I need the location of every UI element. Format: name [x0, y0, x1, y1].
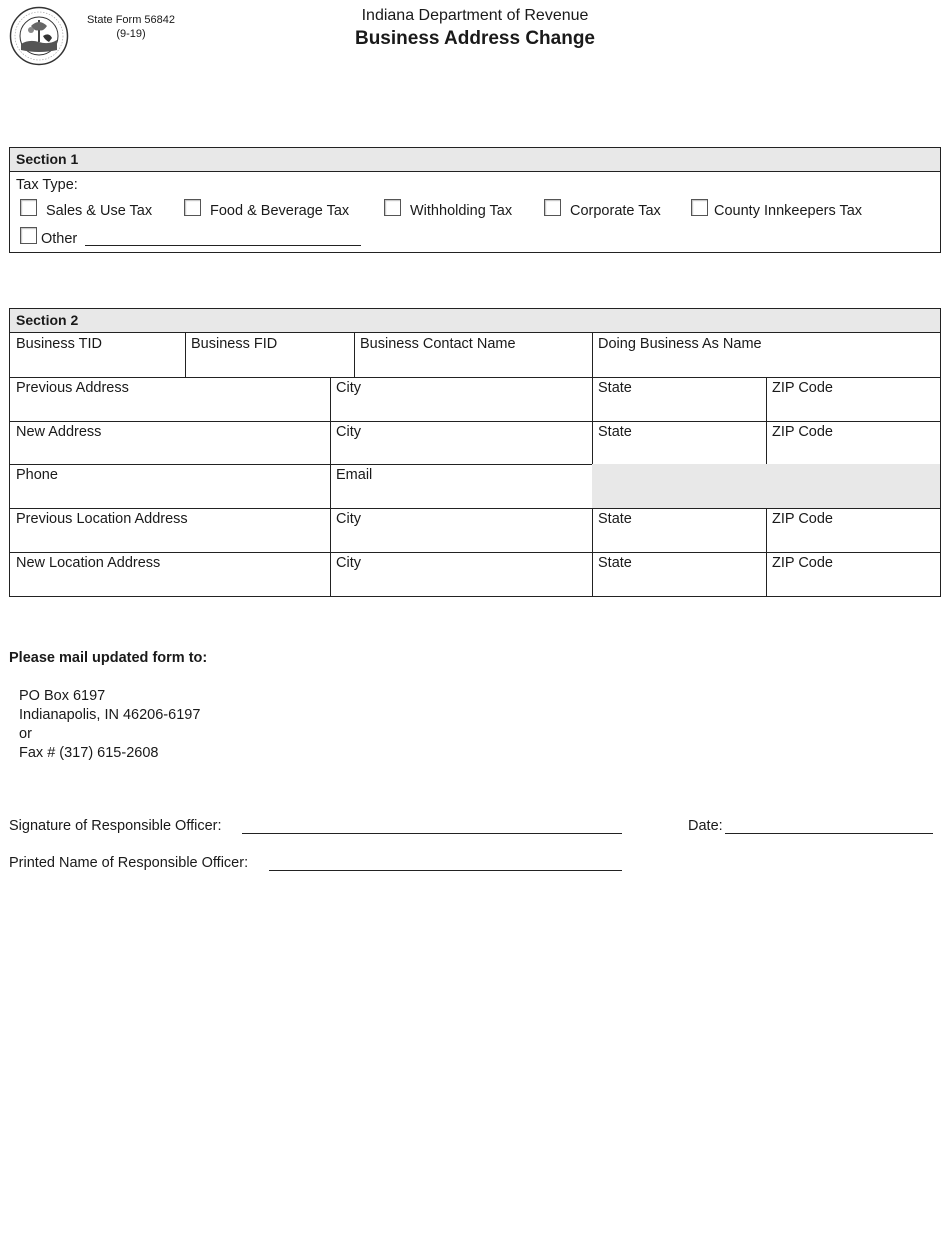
new-location-zip-label: ZIP Code — [772, 555, 833, 571]
email-field[interactable] — [330, 464, 593, 509]
previous-location-address-field[interactable] — [10, 508, 331, 553]
new-location-city-field[interactable] — [330, 552, 593, 596]
previous-city-field[interactable] — [330, 377, 593, 422]
new-location-state-field[interactable] — [592, 552, 767, 596]
new-location-address-label: New Location Address — [16, 555, 161, 571]
section-2-heading: Section 2 — [10, 309, 940, 333]
previous-location-zip-label: ZIP Code — [772, 511, 833, 527]
new-zip-label: ZIP Code — [772, 424, 833, 440]
previous-state-label: State — [598, 380, 632, 396]
phone-label: Phone — [16, 467, 58, 483]
county-innkeepers-tax-label: County Innkeepers Tax — [714, 203, 863, 219]
new-location-zip-field[interactable] — [766, 552, 940, 596]
tax-type-label: Tax Type: — [16, 177, 78, 193]
printed-name-label: Printed Name of Responsible Officer: — [9, 855, 249, 871]
new-location-address-field[interactable] — [10, 552, 331, 596]
new-location-state-label: State — [598, 555, 632, 571]
business-fid-field[interactable] — [185, 333, 355, 378]
form-number-text: State Form 56842 — [86, 14, 176, 26]
business-contact-name-field[interactable] — [354, 333, 593, 378]
mail-heading: Please mail updated form to: — [9, 650, 208, 666]
email-label: Email — [336, 467, 373, 483]
sales-use-tax-label: Sales & Use Tax — [46, 203, 153, 219]
form-title: Business Address Change — [354, 28, 596, 49]
signature-label: Signature of Responsible Officer: — [9, 818, 222, 834]
mail-line: or — [19, 726, 32, 742]
business-fid-label: Business FID — [191, 336, 278, 352]
business-tid-field[interactable] — [10, 333, 186, 378]
date-label: Date: — [688, 818, 723, 834]
previous-location-state-field[interactable] — [592, 508, 767, 553]
agency-name: Indiana Department of Revenue — [361, 7, 589, 24]
section-1-heading: Section 1 — [10, 148, 940, 172]
previous-city-label: City — [336, 380, 361, 396]
previous-location-city-field[interactable] — [330, 508, 593, 553]
shaded-cell — [766, 464, 940, 509]
dba-name-field[interactable] — [592, 333, 940, 378]
dba-name-label: Doing Business As Name — [598, 336, 762, 352]
phone-field[interactable] — [10, 464, 331, 509]
checkbox-withholding-tax[interactable] — [384, 199, 401, 216]
previous-address-field[interactable] — [10, 377, 331, 422]
checkbox-corporate-tax[interactable] — [544, 199, 561, 216]
shaded-cell — [592, 464, 767, 509]
food-beverage-tax-label: Food & Beverage Tax — [210, 203, 350, 219]
checkbox-sales-use-tax[interactable] — [20, 199, 37, 216]
mail-line: PO Box 6197 — [19, 688, 106, 704]
previous-location-city-label: City — [336, 511, 361, 527]
corporate-tax-label: Corporate Tax — [570, 203, 661, 219]
business-contact-name-label: Business Contact Name — [360, 336, 516, 352]
new-state-label: State — [598, 424, 632, 440]
previous-address-label: Previous Address — [16, 380, 129, 396]
new-location-city-label: City — [336, 555, 361, 571]
form-revision: (9-19) — [116, 28, 146, 40]
new-city-field[interactable] — [330, 421, 593, 465]
other-input-line[interactable] — [85, 230, 361, 246]
previous-location-address-label: Previous Location Address — [16, 511, 188, 527]
previous-zip-field[interactable] — [766, 377, 940, 422]
mail-line: Fax # (317) 615-2608 — [19, 745, 159, 761]
checkbox-other[interactable] — [20, 227, 37, 244]
new-state-field[interactable] — [592, 421, 767, 465]
printed-name-line[interactable] — [269, 855, 622, 871]
checkbox-county-innkeepers-tax[interactable] — [691, 199, 708, 216]
checkbox-food-beverage-tax[interactable] — [184, 199, 201, 216]
section-2 — [9, 308, 941, 597]
section-1 — [9, 147, 941, 253]
mail-line: Indianapolis, IN 46206-6197 — [19, 707, 201, 723]
withholding-tax-label: Withholding Tax — [410, 203, 513, 219]
previous-state-field[interactable] — [592, 377, 767, 422]
other-label: Other — [41, 231, 78, 247]
date-line[interactable] — [725, 818, 933, 834]
signature-line[interactable] — [242, 818, 622, 834]
new-city-label: City — [336, 424, 361, 440]
previous-zip-label: ZIP Code — [772, 380, 833, 396]
previous-location-zip-field[interactable] — [766, 508, 940, 553]
new-address-label: New Address — [16, 424, 102, 440]
business-tid-label: Business TID — [16, 336, 102, 352]
mail-address — [19, 687, 200, 763]
previous-location-state-label: State — [598, 511, 632, 527]
new-zip-field[interactable] — [766, 421, 940, 465]
new-address-field[interactable] — [10, 421, 331, 465]
